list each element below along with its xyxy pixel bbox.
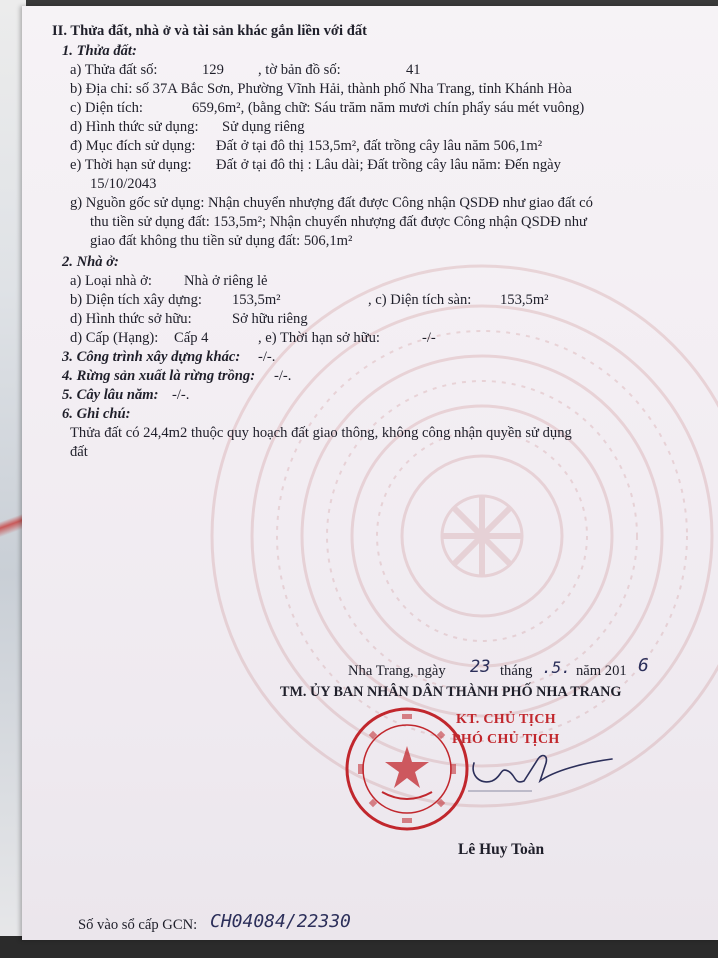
- house-term-label: , e) Thời hạn sở hữu:: [258, 330, 380, 346]
- note-line1: Thửa đất có 24,4m2 thuộc quy hoạch đất giao thông, không công nhận quyền sử dụng: [70, 425, 572, 441]
- land-term-label: e) Thời hạn sử dụng:: [70, 157, 192, 173]
- house-ownership-value: Sở hữu riêng: [232, 311, 308, 327]
- forest-label: 4. Rừng sản xuất là rừng trồng:: [62, 368, 256, 384]
- certificate-page: [22, 6, 718, 940]
- land-area-value: 659,6m², (bằng chữ: Sáu trăm năm mươi chín phẩy sáu mét vuông): [192, 100, 585, 116]
- section-title: II. Thửa đất, nhà ở và tài sản khác gắn liền với đất: [52, 23, 367, 39]
- other-works-label: 3. Công trình xây dựng khác:: [62, 349, 241, 365]
- land-origin-line3: giao đất không thu tiền sử dụng đất: 506,1m²: [90, 233, 353, 249]
- date-month-label: tháng: [500, 663, 533, 679]
- land-term-date: 15/10/2043: [90, 176, 157, 192]
- registry-number: CH04084/22330: [210, 911, 351, 932]
- land-purpose-value: Đất ở tại đô thị 153,5m², đất trồng cây lâu năm 506,1m²: [216, 138, 543, 154]
- house-type-value: Nhà ở riêng lẻ: [184, 273, 268, 289]
- registry-label: Số vào sổ cấp GCN:: [78, 917, 198, 933]
- note-heading: 6. Ghi chú:: [62, 406, 131, 422]
- land-area-label: c) Diện tích:: [70, 100, 143, 116]
- forest-value: -/-.: [274, 368, 292, 384]
- date-year-handwritten: 6: [638, 655, 649, 676]
- role-vice-chairman: PHÓ CHỦ TỊCH: [452, 732, 560, 747]
- land-usage-form-value: Sử dụng riêng: [222, 119, 305, 135]
- perennial-label: 5. Cây lâu năm:: [62, 387, 159, 403]
- official-seal-stamp: [344, 706, 470, 832]
- land-heading: 1. Thửa đất:: [62, 43, 137, 59]
- house-term-value: -/-: [422, 330, 436, 346]
- house-type-label: a) Loại nhà ở:: [70, 273, 152, 289]
- land-sheet-number: 41: [406, 62, 421, 78]
- role-chairman: KT. CHỦ TỊCH: [456, 712, 556, 727]
- land-address: b) Địa chỉ: số 37A Bắc Sơn, Phường Vĩnh Hải, thành phố Nha Trang, tỉnh Khánh Hòa: [70, 81, 572, 97]
- land-origin-line2: thu tiền sử dụng đất: 153,5m²; Nhận chuyển nhượng đất được Công nhận QSDĐ như: [90, 214, 587, 230]
- house-floor-area-label: , c) Diện tích sàn:: [368, 292, 472, 308]
- note-line2: đất: [70, 444, 88, 460]
- house-build-area-value: 153,5m²: [232, 292, 281, 308]
- house-ownership-label: d) Hình thức sở hữu:: [70, 311, 192, 327]
- land-parcel-number: 129: [202, 62, 224, 78]
- house-grade-label: d) Cấp (Hạng):: [70, 330, 159, 346]
- date-month: .5.: [542, 658, 571, 677]
- issuing-authority: TM. ỦY BAN NHÂN DÂN THÀNH PHỐ NHA TRANG: [280, 684, 622, 700]
- handwritten-signature: [462, 741, 622, 801]
- house-floor-area-value: 153,5m²: [500, 292, 549, 308]
- land-term-value: Đất ở tại đô thị : Lâu dài; Đất trồng cây lâu năm: Đến ngày: [216, 157, 561, 173]
- place-date-prefix: Nha Trang, ngày: [348, 663, 446, 679]
- land-origin-line1: g) Nguồn gốc sử dụng: Nhận chuyển nhượng đất được Công nhận QSDĐ như giao đất có: [70, 195, 593, 211]
- other-works-value: -/-.: [258, 349, 276, 365]
- signer-name: Lê Huy Toàn: [458, 841, 545, 858]
- land-usage-form-label: d) Hình thức sử dụng:: [70, 119, 199, 135]
- land-purpose-label: đ) Mục đích sử dụng:: [70, 138, 196, 154]
- house-build-area-label: b) Diện tích xây dựng:: [70, 292, 202, 308]
- land-sheet-label: , tờ bản đồ số:: [258, 62, 341, 78]
- house-heading: 2. Nhà ở:: [62, 254, 119, 270]
- land-parcel-label: a) Thửa đất số:: [70, 62, 158, 78]
- perennial-value: -/-.: [172, 387, 190, 403]
- house-grade-value: Cấp 4: [174, 330, 209, 346]
- date-year-label: năm 201: [576, 663, 627, 679]
- date-day: 23: [470, 657, 491, 677]
